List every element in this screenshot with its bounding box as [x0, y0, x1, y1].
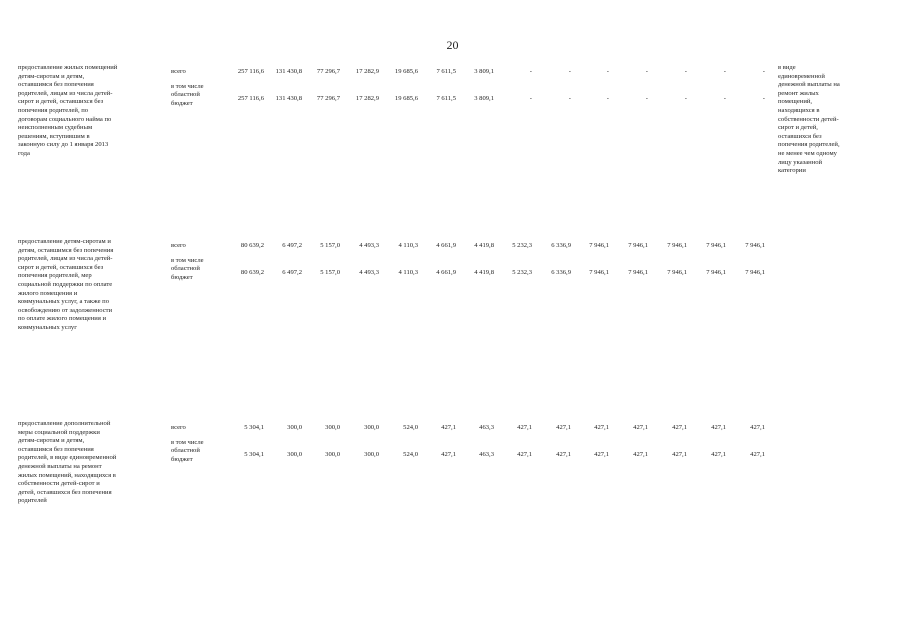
budget-value-cell: 427,1: [441, 451, 456, 458]
total-value-cell: -: [568, 68, 571, 75]
total-value-cell: 257 116,6: [237, 68, 264, 75]
budget-value-cell: 300,0: [287, 451, 302, 458]
total-value-cell: 5 232,3: [512, 242, 532, 249]
page-number: 20: [446, 38, 459, 52]
budget-value-cell: 524,0: [403, 451, 418, 458]
total-value-cell: 5 304,1: [244, 424, 264, 431]
total-value-cell: -: [723, 68, 726, 75]
row-description: предоставление жилых помещений детям-сиротам и детям, оставшимся без попечения родителей, лицам из числа детей-сирот и детей, оставшихся без попечения родителей, по договорам социального найма по неисполненным судебным решениям, вступившим в законную силу до 1 января 2013 года: [18, 64, 118, 157]
budget-value-cell: 4 661,9: [436, 269, 456, 276]
budget-value-cell: -: [723, 95, 726, 102]
budget-value-cell: 7 946,1: [745, 269, 765, 276]
total-value-cell: 427,1: [750, 424, 765, 431]
budget-value-cell: 5 157,0: [320, 269, 340, 276]
budget-value-cell: 19 685,6: [394, 95, 418, 102]
budget-value-cell: 6 336,9: [551, 269, 571, 276]
total-value-cell: 524,0: [403, 424, 418, 431]
budget-value-cell: 300,0: [364, 451, 379, 458]
total-value-cell: -: [606, 68, 609, 75]
budget-value-cell: -: [684, 95, 687, 102]
total-value-cell: 80 639,2: [240, 242, 264, 249]
budget-value-cell: 7 611,5: [436, 95, 456, 102]
total-value-cell: 427,1: [633, 424, 648, 431]
total-value-cell: 427,1: [711, 424, 726, 431]
total-value-cell: 7 946,1: [706, 242, 726, 249]
budget-value-cell: 427,1: [672, 451, 687, 458]
label-budget: областной бюджет: [171, 447, 200, 463]
total-value-cell: 300,0: [325, 424, 340, 431]
budget-value-cell: 427,1: [556, 451, 571, 458]
total-value-cell: -: [645, 68, 648, 75]
total-value-cell: 3 809,1: [474, 68, 494, 75]
total-value-cell: 17 282,9: [355, 68, 379, 75]
budget-value-cell: 4 493,3: [359, 269, 379, 276]
budget-value-cell: 427,1: [750, 451, 765, 458]
budget-value-cell: -: [529, 95, 532, 102]
budget-value-cell: 4 110,3: [398, 269, 418, 276]
label-budget: областной бюджет: [171, 91, 200, 107]
total-value-cell: 7 946,1: [745, 242, 765, 249]
total-value-cell: 4 419,8: [474, 242, 494, 249]
budget-value-cell: 17 282,9: [355, 95, 379, 102]
total-value-cell: 7 946,1: [667, 242, 687, 249]
budget-value-cell: 131 430,8: [275, 95, 302, 102]
budget-value-cell: -: [645, 95, 648, 102]
row-note: в виде единовременной денежной выплаты на ремонт жилых помещений, находящихся в собственности детей-сирот и детей, оставшихся без попечения родителей, не менее чем одному лицу указанной категории: [778, 64, 840, 175]
total-value-cell: 77 296,7: [316, 68, 340, 75]
label-including: в том числе: [171, 257, 204, 264]
budget-value-cell: 7 946,1: [667, 269, 687, 276]
total-value-cell: 427,1: [594, 424, 609, 431]
label-total: всего: [171, 68, 186, 75]
total-value-cell: 463,3: [479, 424, 494, 431]
budget-value-cell: 7 946,1: [589, 269, 609, 276]
total-value-cell: 6 497,2: [282, 242, 302, 249]
budget-value-cell: 7 946,1: [628, 269, 648, 276]
total-value-cell: 7 946,1: [589, 242, 609, 249]
total-value-cell: 5 157,0: [320, 242, 340, 249]
total-value-cell: 4 110,3: [398, 242, 418, 249]
budget-value-cell: 427,1: [633, 451, 648, 458]
budget-value-cell: 77 296,7: [316, 95, 340, 102]
row-description: предоставление детям-сиротам и детям, оставшимся без попечения родителей, лицам из числа детей-сирот и детей, оставшихся без попечения родителей, мер социальной поддержки по оплате жилого помещения и коммунальных услуг, а также по освобождению от задолженности по оплате жилого помещения и коммунальных услуг: [18, 238, 114, 331]
total-value-cell: -: [684, 68, 687, 75]
total-value-cell: 7 611,5: [436, 68, 456, 75]
budget-value-cell: 7 946,1: [706, 269, 726, 276]
budget-value-cell: 463,3: [479, 451, 494, 458]
label-total: всего: [171, 242, 186, 249]
total-value-cell: 4 661,9: [436, 242, 456, 249]
total-value-cell: 4 493,3: [359, 242, 379, 249]
total-value-cell: 427,1: [517, 424, 532, 431]
budget-value-cell: 5 232,3: [512, 269, 532, 276]
budget-value-cell: 257 116,6: [237, 95, 264, 102]
budget-value-cell: 427,1: [594, 451, 609, 458]
budget-value-cell: -: [606, 95, 609, 102]
total-value-cell: 427,1: [441, 424, 456, 431]
budget-value-cell: 427,1: [711, 451, 726, 458]
total-value-cell: 300,0: [364, 424, 379, 431]
total-value-cell: 131 430,8: [275, 68, 302, 75]
budget-value-cell: 5 304,1: [244, 451, 264, 458]
total-value-cell: 300,0: [287, 424, 302, 431]
total-value-cell: 427,1: [556, 424, 571, 431]
label-budget: областной бюджет: [171, 265, 200, 281]
label-total: всего: [171, 424, 186, 431]
budget-value-cell: 80 639,2: [240, 269, 264, 276]
budget-value-cell: 427,1: [517, 451, 532, 458]
budget-value-cell: 6 497,2: [282, 269, 302, 276]
total-value-cell: 6 336,9: [551, 242, 571, 249]
budget-value-cell: -: [568, 95, 571, 102]
budget-value-cell: 4 419,8: [474, 269, 494, 276]
budget-value-cell: 3 809,1: [474, 95, 494, 102]
total-value-cell: -: [762, 68, 765, 75]
budget-value-cell: 300,0: [325, 451, 340, 458]
budget-value-cell: -: [762, 95, 765, 102]
label-including: в том числе: [171, 83, 204, 90]
total-value-cell: 19 685,6: [394, 68, 418, 75]
row-description: предоставление дополнительной меры социальной поддержки детям-сиротам и детям, оставшимся без попечения родителей, в виде единовременной денежной выплаты на ремонт жилых помещений, находящихся в собственности детей-сирот и детей, оставшихся без попечения родителей: [18, 420, 117, 505]
total-value-cell: 7 946,1: [628, 242, 648, 249]
label-including: в том числе: [171, 439, 204, 446]
total-value-cell: 427,1: [672, 424, 687, 431]
total-value-cell: -: [529, 68, 532, 75]
